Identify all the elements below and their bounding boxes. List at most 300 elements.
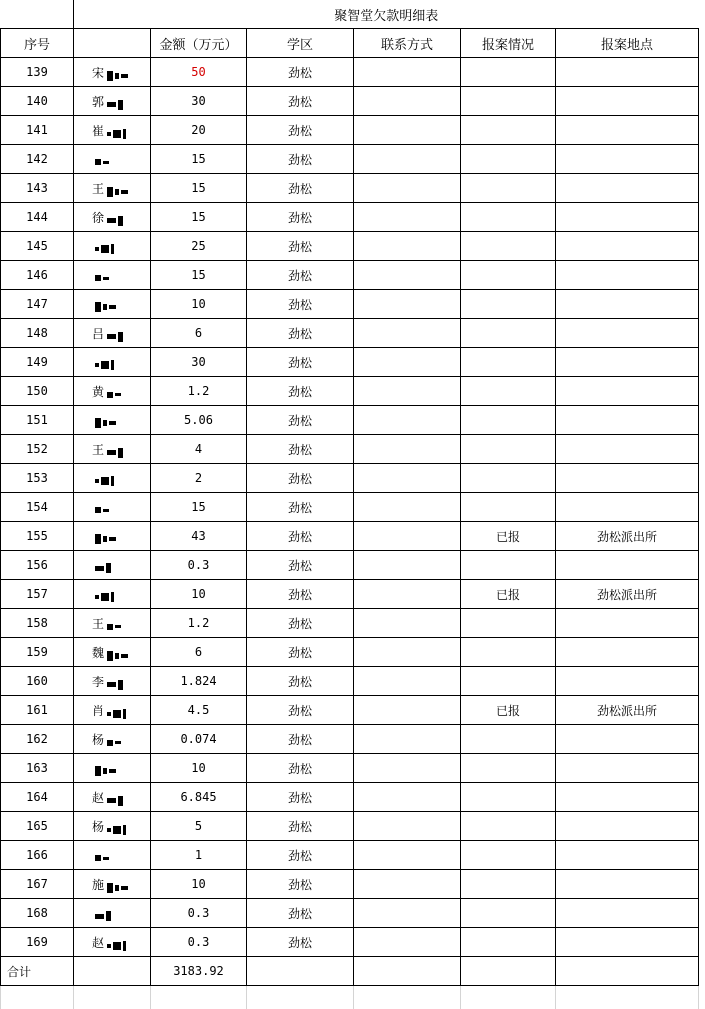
title-corner-cell[interactable] (1, 0, 74, 29)
report-status-cell[interactable] (461, 116, 556, 145)
redaction-mask (95, 300, 118, 310)
redaction-mask (107, 329, 127, 339)
table-row (1, 87, 699, 116)
row-number-cell[interactable]: 157 (1, 580, 74, 609)
redaction-mask (95, 851, 113, 861)
sheet-gridline (73, 986, 74, 1009)
redaction-block (115, 653, 119, 659)
redaction-block (111, 360, 114, 370)
name-text: 施 (92, 877, 105, 892)
name-cell[interactable] (74, 870, 151, 899)
name-text: 赵 (92, 935, 105, 950)
amount-cell[interactable]: 15 (151, 493, 247, 522)
total-place-cell[interactable] (556, 957, 699, 986)
row-number-cell[interactable]: 153 (1, 464, 74, 493)
district-cell[interactable]: 劲松 (247, 928, 354, 957)
contact-cell[interactable] (354, 261, 461, 290)
name-cell[interactable] (74, 58, 151, 87)
report-status-cell[interactable] (461, 261, 556, 290)
report-status-cell[interactable] (461, 232, 556, 261)
name-cell[interactable] (74, 783, 151, 812)
header-cell-place[interactable]: 报案地点 (556, 29, 699, 58)
amount-cell[interactable]: 1.824 (151, 667, 247, 696)
report-place-cell[interactable]: 劲松派出所 (556, 580, 699, 609)
name-cell[interactable] (74, 377, 151, 406)
row-number-cell[interactable]: 167 (1, 870, 74, 899)
district-cell[interactable]: 劲松 (247, 870, 354, 899)
report-status-cell[interactable] (461, 493, 556, 522)
report-place-cell[interactable] (556, 464, 699, 493)
name-text: 李 (92, 674, 105, 689)
contact-cell[interactable] (354, 377, 461, 406)
contact-cell[interactable] (354, 812, 461, 841)
report-status-cell[interactable]: 已报 (461, 580, 556, 609)
amount-cell[interactable]: 20 (151, 116, 247, 145)
contact-cell[interactable] (354, 841, 461, 870)
redaction-block (107, 944, 111, 948)
district-cell[interactable]: 劲松 (247, 841, 354, 870)
district-cell[interactable]: 劲松 (247, 899, 354, 928)
name-cell[interactable] (74, 203, 151, 232)
redaction-block (107, 132, 111, 136)
amount-cell[interactable]: 0.074 (151, 725, 247, 754)
name-cell[interactable] (74, 232, 151, 261)
amount-cell[interactable]: 4.5 (151, 696, 247, 725)
name-cell[interactable] (74, 290, 151, 319)
amount-cell[interactable]: 0.3 (151, 551, 247, 580)
name-cell[interactable] (74, 406, 151, 435)
table-row (1, 290, 699, 319)
total-contact-cell[interactable] (354, 957, 461, 986)
report-place-cell[interactable] (556, 87, 699, 116)
sheet-gridline (0, 986, 1, 1009)
name-cell[interactable] (74, 464, 151, 493)
redaction-block (107, 392, 113, 398)
row-number-cell[interactable]: 149 (1, 348, 74, 377)
district-cell[interactable]: 劲松 (247, 406, 354, 435)
redaction-mask (95, 271, 113, 281)
district-cell[interactable]: 劲松 (247, 348, 354, 377)
row-number-cell[interactable]: 164 (1, 783, 74, 812)
amount-cell[interactable]: 30 (151, 87, 247, 116)
name-cell[interactable] (74, 261, 151, 290)
redaction-block (109, 769, 116, 773)
district-cell[interactable]: 劲松 (247, 290, 354, 319)
redaction-block (106, 911, 111, 921)
redaction-block (103, 768, 107, 774)
report-place-cell[interactable] (556, 377, 699, 406)
row-number-cell[interactable]: 146 (1, 261, 74, 290)
contact-cell[interactable] (354, 435, 461, 464)
contact-cell[interactable] (354, 870, 461, 899)
district-cell[interactable]: 劲松 (247, 783, 354, 812)
redaction-mask (107, 880, 130, 890)
table-row (1, 870, 699, 899)
contact-cell[interactable] (354, 174, 461, 203)
row-number-cell[interactable]: 162 (1, 725, 74, 754)
report-status-cell[interactable] (461, 754, 556, 783)
name-cell[interactable] (74, 116, 151, 145)
redaction-block (118, 796, 123, 806)
report-status-cell[interactable] (461, 464, 556, 493)
name-cell[interactable] (74, 174, 151, 203)
contact-cell[interactable] (354, 580, 461, 609)
name-cell[interactable] (74, 87, 151, 116)
report-place-cell[interactable] (556, 667, 699, 696)
total-district-cell[interactable] (247, 957, 354, 986)
report-place-cell[interactable] (556, 841, 699, 870)
contact-cell[interactable] (354, 493, 461, 522)
report-status-cell[interactable] (461, 58, 556, 87)
report-place-cell[interactable] (556, 319, 699, 348)
name-text: 崔 (92, 123, 105, 138)
redaction-block (101, 593, 109, 601)
row-number-cell[interactable]: 150 (1, 377, 74, 406)
amount-cell[interactable]: 4 (151, 435, 247, 464)
row-number-cell[interactable]: 142 (1, 145, 74, 174)
contact-cell[interactable] (354, 522, 461, 551)
district-cell[interactable]: 劲松 (247, 609, 354, 638)
amount-cell[interactable]: 6 (151, 319, 247, 348)
contact-cell[interactable] (354, 319, 461, 348)
report-place-cell[interactable] (556, 435, 699, 464)
district-cell[interactable]: 劲松 (247, 667, 354, 696)
table-row (1, 696, 699, 725)
redaction-block (107, 71, 113, 81)
amount-cell[interactable]: 1 (151, 841, 247, 870)
amount-cell[interactable]: 10 (151, 290, 247, 319)
redaction-block (113, 826, 121, 834)
report-status-cell[interactable] (461, 812, 556, 841)
name-cell[interactable] (74, 609, 151, 638)
report-status-cell[interactable]: 已报 (461, 522, 556, 551)
report-status-cell[interactable] (461, 377, 556, 406)
redaction-block (103, 857, 109, 860)
amount-cell[interactable]: 1.2 (151, 609, 247, 638)
amount-cell[interactable]: 10 (151, 754, 247, 783)
header-cell-name[interactable] (74, 29, 151, 58)
redaction-mask (95, 909, 115, 919)
contact-cell[interactable] (354, 290, 461, 319)
report-status-cell[interactable] (461, 145, 556, 174)
table-row (1, 522, 699, 551)
report-status-cell[interactable] (461, 319, 556, 348)
row-number-cell[interactable]: 151 (1, 406, 74, 435)
total-amount-cell[interactable]: 3183.92 (151, 957, 247, 986)
table-row (1, 783, 699, 812)
district-cell[interactable]: 劲松 (247, 261, 354, 290)
report-status-cell[interactable] (461, 667, 556, 696)
redaction-block (115, 393, 121, 396)
redaction-block (107, 102, 116, 107)
redaction-block (95, 534, 101, 544)
amount-cell[interactable]: 1.2 (151, 377, 247, 406)
report-place-cell[interactable] (556, 928, 699, 957)
table-row (1, 899, 699, 928)
amount-cell[interactable]: 5.06 (151, 406, 247, 435)
district-cell[interactable]: 劲松 (247, 580, 354, 609)
report-status-cell[interactable] (461, 609, 556, 638)
row-number-cell[interactable]: 141 (1, 116, 74, 145)
district-cell[interactable]: 劲松 (247, 725, 354, 754)
district-cell[interactable]: 劲松 (247, 145, 354, 174)
contact-cell[interactable] (354, 116, 461, 145)
contact-cell[interactable] (354, 667, 461, 696)
redaction-block (95, 855, 101, 861)
amount-cell[interactable]: 50 (151, 58, 247, 87)
redaction-block (115, 885, 119, 891)
row-number-cell[interactable]: 148 (1, 319, 74, 348)
row-number-cell[interactable]: 163 (1, 754, 74, 783)
header-cell-contact[interactable]: 联系方式 (354, 29, 461, 58)
report-place-cell[interactable] (556, 203, 699, 232)
contact-cell[interactable] (354, 783, 461, 812)
redaction-block (107, 187, 113, 197)
amount-cell[interactable]: 15 (151, 145, 247, 174)
district-cell[interactable]: 劲松 (247, 319, 354, 348)
redaction-mask (107, 97, 127, 107)
district-cell[interactable]: 劲松 (247, 551, 354, 580)
amount-cell[interactable]: 15 (151, 174, 247, 203)
district-cell[interactable]: 劲松 (247, 435, 354, 464)
amount-cell[interactable]: 6.845 (151, 783, 247, 812)
name-text: 赵 (92, 790, 105, 805)
contact-cell[interactable] (354, 58, 461, 87)
report-status-cell[interactable] (461, 348, 556, 377)
row-number-cell[interactable]: 165 (1, 812, 74, 841)
report-place-cell[interactable] (556, 870, 699, 899)
report-status-cell[interactable] (461, 638, 556, 667)
district-cell[interactable]: 劲松 (247, 754, 354, 783)
district-cell[interactable]: 劲松 (247, 232, 354, 261)
contact-cell[interactable] (354, 725, 461, 754)
report-status-cell[interactable] (461, 406, 556, 435)
contact-cell[interactable] (354, 696, 461, 725)
amount-cell[interactable]: 10 (151, 870, 247, 899)
report-status-cell[interactable]: 已报 (461, 696, 556, 725)
report-status-cell[interactable] (461, 841, 556, 870)
name-cell[interactable] (74, 435, 151, 464)
report-place-cell[interactable] (556, 493, 699, 522)
amount-cell[interactable]: 0.3 (151, 928, 247, 957)
row-number-cell[interactable]: 139 (1, 58, 74, 87)
report-status-cell[interactable] (461, 203, 556, 232)
row-number-cell[interactable]: 140 (1, 87, 74, 116)
name-cell[interactable] (74, 348, 151, 377)
name-cell[interactable] (74, 841, 151, 870)
report-place-cell[interactable] (556, 551, 699, 580)
report-status-cell[interactable] (461, 435, 556, 464)
name-cell[interactable] (74, 145, 151, 174)
contact-cell[interactable] (354, 899, 461, 928)
report-status-cell[interactable] (461, 783, 556, 812)
redaction-block (118, 448, 123, 458)
header-cell-district[interactable]: 学区 (247, 29, 354, 58)
redaction-block (113, 710, 121, 718)
row-number-cell[interactable]: 158 (1, 609, 74, 638)
contact-cell[interactable] (354, 232, 461, 261)
name-cell[interactable] (74, 522, 151, 551)
district-cell[interactable]: 劲松 (247, 464, 354, 493)
redaction-block (95, 275, 101, 281)
row-number-cell[interactable]: 155 (1, 522, 74, 551)
contact-cell[interactable] (354, 928, 461, 957)
redaction-mask (95, 764, 118, 774)
redaction-block (103, 161, 109, 164)
row-number-cell[interactable]: 169 (1, 928, 74, 957)
redaction-mask (107, 184, 130, 194)
row-number-cell[interactable]: 147 (1, 290, 74, 319)
sheet-gridline (150, 986, 151, 1009)
row-number-cell[interactable]: 152 (1, 435, 74, 464)
name-cell[interactable] (74, 696, 151, 725)
amount-cell[interactable]: 30 (151, 348, 247, 377)
name-text: 王 (92, 616, 105, 631)
district-cell[interactable]: 劲松 (247, 203, 354, 232)
redaction-mask (107, 445, 127, 455)
amount-cell[interactable]: 2 (151, 464, 247, 493)
report-place-cell[interactable] (556, 116, 699, 145)
contact-cell[interactable] (354, 145, 461, 174)
name-cell[interactable] (74, 551, 151, 580)
row-number-cell[interactable]: 144 (1, 203, 74, 232)
report-place-cell[interactable] (556, 232, 699, 261)
report-status-cell[interactable] (461, 290, 556, 319)
row-number-cell[interactable]: 145 (1, 232, 74, 261)
name-cell[interactable] (74, 725, 151, 754)
name-text: 王 (92, 442, 105, 457)
report-place-cell[interactable] (556, 754, 699, 783)
total-label-cell[interactable]: 合计 (1, 957, 74, 986)
name-text: 吕 (92, 326, 105, 341)
district-cell[interactable]: 劲松 (247, 377, 354, 406)
redaction-block (103, 536, 107, 542)
total-report-cell[interactable] (461, 957, 556, 986)
amount-cell[interactable]: 15 (151, 203, 247, 232)
contact-cell[interactable] (354, 348, 461, 377)
header-cell-no[interactable]: 序号 (1, 29, 74, 58)
district-cell[interactable]: 劲松 (247, 522, 354, 551)
amount-cell[interactable]: 43 (151, 522, 247, 551)
amount-cell[interactable]: 10 (151, 580, 247, 609)
report-status-cell[interactable] (461, 899, 556, 928)
district-cell[interactable]: 劲松 (247, 493, 354, 522)
district-cell[interactable]: 劲松 (247, 812, 354, 841)
redaction-block (123, 941, 126, 951)
row-number-cell[interactable]: 156 (1, 551, 74, 580)
name-cell[interactable] (74, 928, 151, 957)
table-row (1, 116, 699, 145)
name-cell[interactable] (74, 638, 151, 667)
name-cell[interactable] (74, 754, 151, 783)
redaction-block (107, 682, 116, 687)
report-place-cell[interactable] (556, 58, 699, 87)
amount-cell[interactable]: 15 (151, 261, 247, 290)
redaction-block (121, 74, 128, 78)
amount-cell[interactable]: 0.3 (151, 899, 247, 928)
row-number-cell[interactable]: 166 (1, 841, 74, 870)
redaction-mask (107, 126, 128, 136)
redaction-block (118, 680, 123, 690)
name-cell[interactable] (74, 812, 151, 841)
amount-cell[interactable]: 5 (151, 812, 247, 841)
report-status-cell[interactable] (461, 725, 556, 754)
row-number-cell[interactable]: 154 (1, 493, 74, 522)
contact-cell[interactable] (354, 464, 461, 493)
name-cell[interactable] (74, 667, 151, 696)
table-title[interactable]: 聚智堂欠款明细表 (74, 0, 699, 29)
row-number-cell[interactable]: 168 (1, 899, 74, 928)
district-cell[interactable]: 劲松 (247, 638, 354, 667)
total-name-cell[interactable] (74, 957, 151, 986)
name-cell[interactable] (74, 580, 151, 609)
contact-cell[interactable] (354, 754, 461, 783)
name-cell[interactable] (74, 493, 151, 522)
redaction-block (101, 245, 109, 253)
contact-cell[interactable] (354, 203, 461, 232)
report-place-cell[interactable] (556, 348, 699, 377)
contact-cell[interactable] (354, 406, 461, 435)
contact-cell[interactable] (354, 638, 461, 667)
redaction-block (123, 709, 126, 719)
report-place-cell[interactable] (556, 406, 699, 435)
contact-cell[interactable] (354, 87, 461, 116)
report-place-cell[interactable] (556, 899, 699, 928)
table-row (1, 754, 699, 783)
district-cell[interactable]: 劲松 (247, 174, 354, 203)
redaction-block (121, 190, 128, 194)
header-cell-report[interactable]: 报案情况 (461, 29, 556, 58)
report-place-cell[interactable] (556, 812, 699, 841)
table-row (1, 551, 699, 580)
name-cell[interactable] (74, 899, 151, 928)
redaction-block (103, 304, 107, 310)
district-cell[interactable]: 劲松 (247, 696, 354, 725)
report-status-cell[interactable] (461, 174, 556, 203)
report-place-cell[interactable] (556, 638, 699, 667)
report-status-cell[interactable] (461, 551, 556, 580)
row-number-cell[interactable]: 161 (1, 696, 74, 725)
district-cell[interactable]: 劲松 (247, 116, 354, 145)
header-cell-amount[interactable]: 金额（万元） (151, 29, 247, 58)
table-row (1, 261, 699, 290)
report-place-cell[interactable] (556, 174, 699, 203)
redaction-block (109, 421, 116, 425)
report-status-cell[interactable] (461, 870, 556, 899)
report-place-cell[interactable] (556, 290, 699, 319)
district-cell[interactable]: 劲松 (247, 87, 354, 116)
report-place-cell[interactable]: 劲松派出所 (556, 522, 699, 551)
report-place-cell[interactable] (556, 783, 699, 812)
name-cell[interactable] (74, 319, 151, 348)
district-cell[interactable]: 劲松 (247, 58, 354, 87)
redaction-block (107, 651, 113, 661)
report-place-cell[interactable] (556, 261, 699, 290)
report-place-cell[interactable] (556, 609, 699, 638)
contact-cell[interactable] (354, 609, 461, 638)
report-place-cell[interactable]: 劲松派出所 (556, 696, 699, 725)
report-status-cell[interactable] (461, 87, 556, 116)
contact-cell[interactable] (354, 551, 461, 580)
report-place-cell[interactable] (556, 145, 699, 174)
row-number-cell[interactable]: 159 (1, 638, 74, 667)
row-number-cell[interactable]: 143 (1, 174, 74, 203)
row-number-cell[interactable]: 160 (1, 667, 74, 696)
report-status-cell[interactable] (461, 928, 556, 957)
amount-cell[interactable]: 25 (151, 232, 247, 261)
report-place-cell[interactable] (556, 725, 699, 754)
amount-cell[interactable]: 6 (151, 638, 247, 667)
